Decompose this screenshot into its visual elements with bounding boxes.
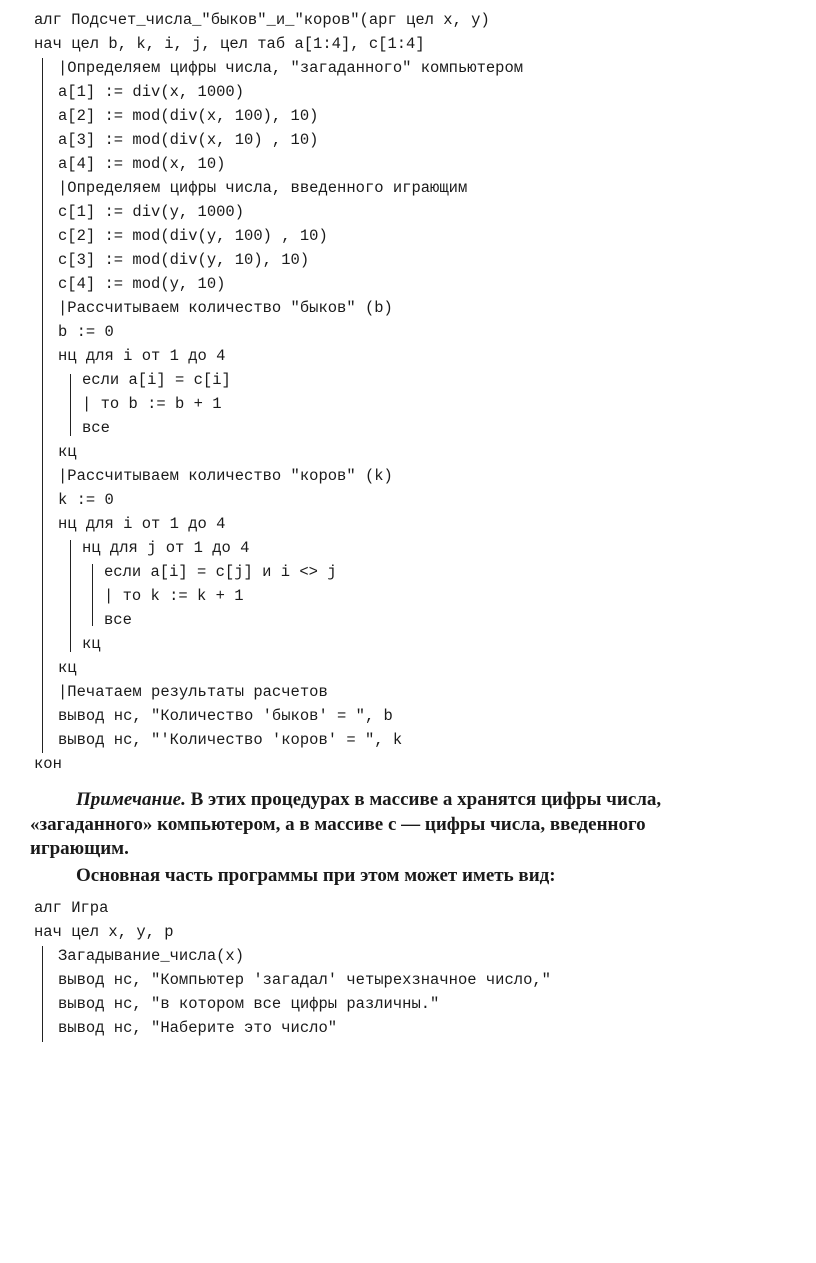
code-line: если a[i] = c[i] [82, 371, 231, 389]
code-line: кц [82, 635, 101, 653]
code-line: кц [58, 443, 77, 461]
code-line: a[1] := div(x, 1000) [58, 83, 245, 101]
note-paragraph-2: Основная часть программы при этом может иметь вид: [76, 864, 556, 886]
note-block [30, 788, 730, 888]
code-comment: |Печатаем результаты расчетов [58, 683, 328, 701]
note-text: В этих процедурах в массиве a хранятся цифры числа, «загаданного» компьютером, а в массиве c — цифры числа, введенного играющим. [30, 789, 662, 859]
note-label: Примечание. [76, 789, 186, 810]
code-line: алг Подсчет_числа_"быков"_и_"коров"(арг цел x, y) [34, 11, 490, 29]
code-comment: |Определяем цифры числа, введенного играющим [58, 179, 468, 197]
code-line: c[3] := mod(div(y, 10), 10) [58, 251, 310, 269]
code-line: вывод нс, "Наберите это число" [58, 1019, 338, 1037]
main-program-listing [0, 890, 816, 1050]
code-line: | то k := k + 1 [104, 587, 244, 605]
code-line: нач цел x, y, p [34, 923, 174, 941]
indent-bar-loop2-inner [92, 564, 93, 626]
indent-bar-loop2-outer [70, 540, 71, 652]
indent-bar-main [42, 58, 43, 753]
code-line: a[3] := mod(div(x, 10) , 10) [58, 131, 319, 149]
code-line: k := 0 [58, 491, 114, 509]
code-line: кон [34, 755, 62, 773]
code-line: вывод нс, "'Количество 'коров' = ", k [58, 731, 403, 749]
code-comment: |Рассчитываем количество "коров" (k) [58, 467, 393, 485]
code-line: c[1] := div(y, 1000) [58, 203, 245, 221]
code-line: c[2] := mod(div(y, 100) , 10) [58, 227, 328, 245]
code-line: Загадывание_числа(x) [58, 947, 245, 965]
indent-bar-main-program [42, 946, 43, 1042]
code-line: вывод нс, "в котором все цифры различны." [58, 995, 440, 1013]
code-line: a[4] := mod(x, 10) [58, 155, 226, 173]
code-line: нц для i от 1 до 4 [58, 347, 226, 365]
code-line: b := 0 [58, 323, 114, 341]
code-comment: |Определяем цифры числа, "загаданного" компьютером [58, 59, 524, 77]
code-line: a[2] := mod(div(x, 100), 10) [58, 107, 319, 125]
note-paragraph [30, 788, 730, 862]
code-line: нц для j от 1 до 4 [82, 539, 250, 557]
code-line: все [82, 419, 110, 437]
code-line: вывод нс, "Компьютер 'загадал' четырехзначное число," [58, 971, 551, 989]
code-line: нач цел b, k, i, j, цел таб a[1:4], c[1:4] [34, 35, 425, 53]
code-line: алг Игра [34, 899, 109, 917]
indent-bar-loop1 [70, 374, 71, 436]
code-line: c[4] := mod(y, 10) [58, 275, 226, 293]
code-comment: |Рассчитываем количество "быков" (b) [58, 299, 393, 317]
code-line: вывод нс, "Количество 'быков' = ", b [58, 707, 393, 725]
code-line: нц для i от 1 до 4 [58, 515, 226, 533]
code-line: если a[i] = c[j] и i <> j [104, 563, 337, 581]
code-line: | то b := b + 1 [82, 395, 222, 413]
code-line: кц [58, 659, 77, 677]
code-line: все [104, 611, 132, 629]
